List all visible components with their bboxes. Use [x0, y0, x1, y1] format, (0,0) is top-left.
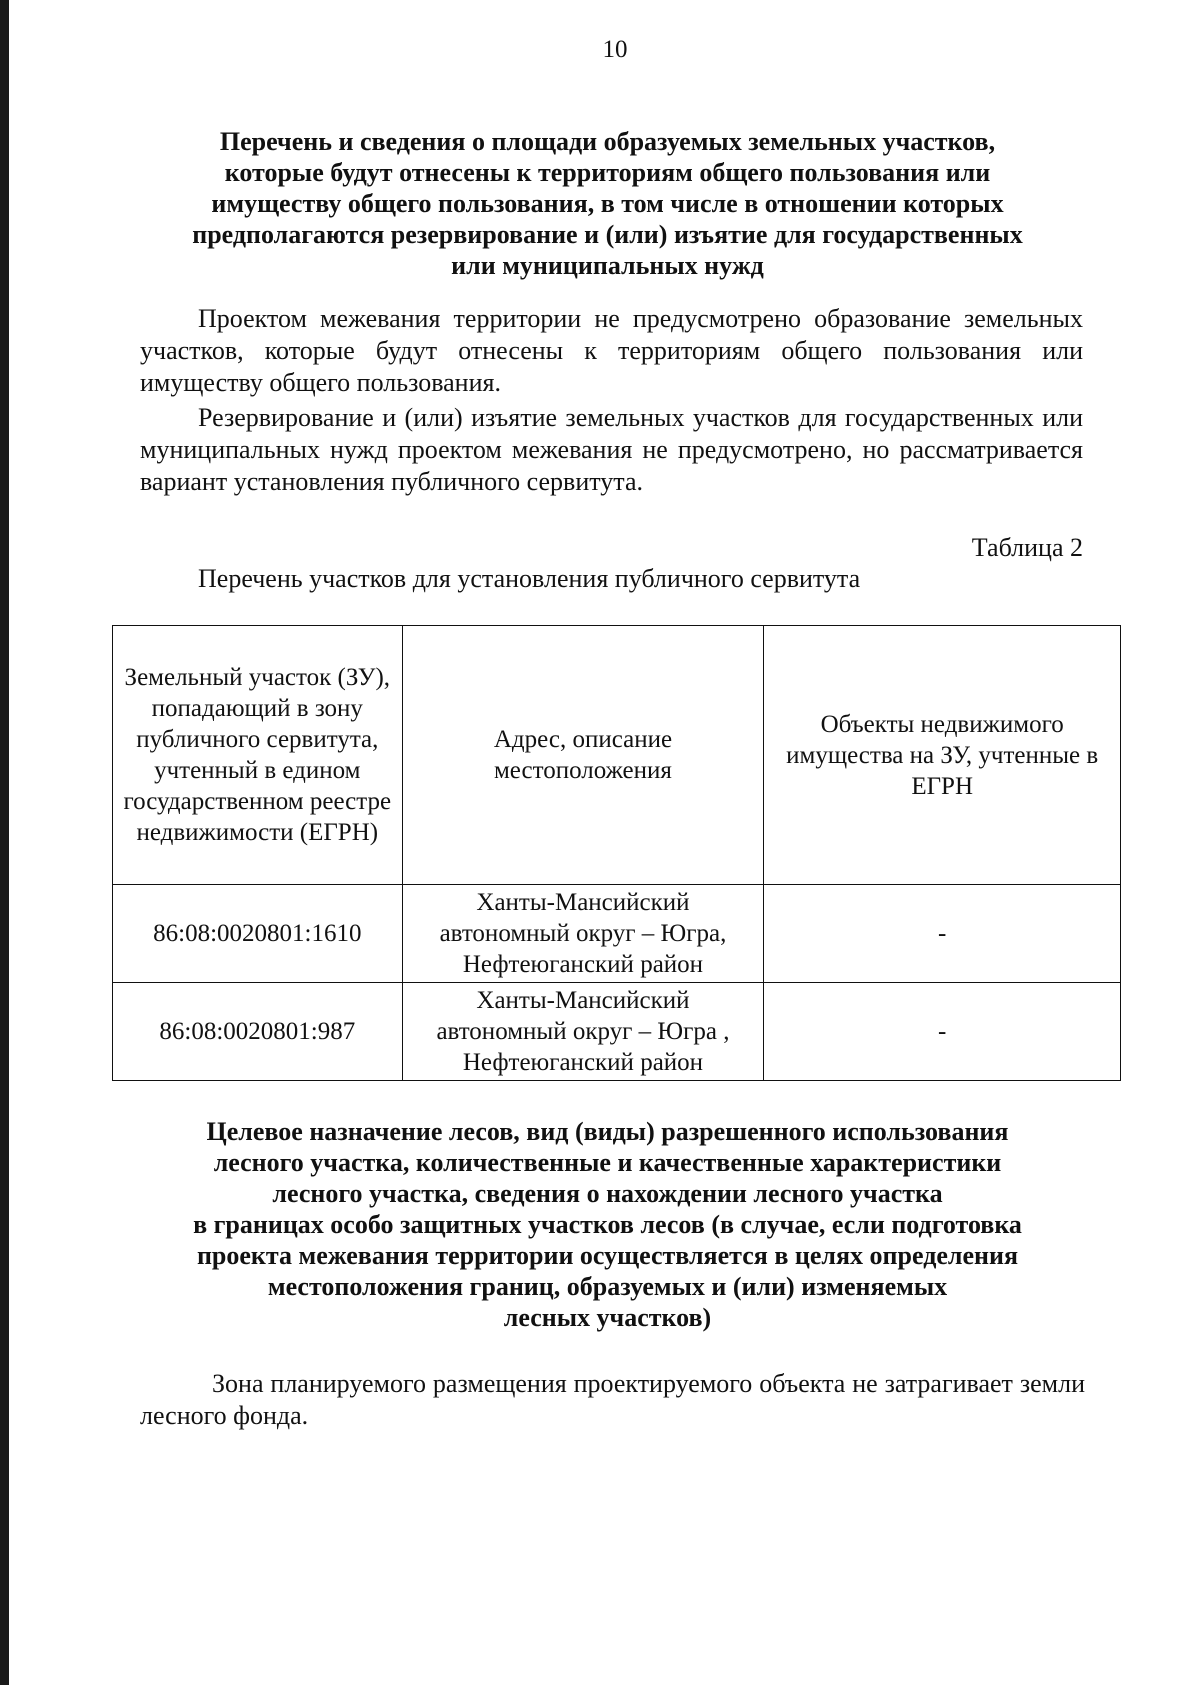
title-line: которые будут отнесены к территориям общего пользования или	[224, 158, 991, 187]
header-land-plot: Земельный участок (ЗУ), попадающий в зону публичного сервитута, учтенный в едином государственном реестре недвижимости (ЕГРН)	[113, 626, 403, 885]
table-header-row	[113, 626, 1121, 885]
title-line: в границах особо защитных участков лесов (в случае, если подготовка	[193, 1210, 1022, 1239]
table-label: Таблица 2	[971, 533, 1083, 562]
scan-edge	[0, 0, 9, 1685]
servitude-table	[112, 625, 1121, 1081]
table-row	[113, 885, 1121, 983]
table-caption: Перечень участков для установления публичного сервитута	[198, 564, 861, 593]
paragraph-no-public-plots: Проектом межевания территории не предусмотрено образование земельных участков, которые будут отнесены к территориям общего пользования или имуществу общего пользования.	[140, 304, 1083, 397]
section-title-land-plots	[140, 126, 1075, 281]
title-line: лесных участков)	[503, 1303, 712, 1332]
title-line: лесного участка, сведения о нахождении лесного участка	[272, 1179, 943, 1208]
cell-address: Ханты-Мансийский автономный округ – Югра, Нефтеюганский район	[402, 885, 764, 983]
header-address: Адрес, описание местоположения	[402, 626, 764, 885]
title-line: лесного участка, количественные и качественные характеристики	[213, 1148, 1002, 1177]
page-number: 10	[602, 36, 628, 63]
cell-cadastral-number: 86:08:0020801:987	[113, 983, 403, 1081]
cell-address: Ханты-Мансийский автономный округ – Югра , Нефтеюганский район	[402, 983, 764, 1081]
section-title-forests	[140, 1116, 1075, 1333]
title-line: Перечень и сведения о площади образуемых земельных участков,	[219, 127, 996, 156]
title-line: или муниципальных нужд	[451, 251, 764, 280]
paragraph-reservation: Резервирование и (или) изъятие земельных участков для государственных или муниципальных нужд проектом межевания не предусмотрено, но рассматривается вариант установления публичного сервитута.	[140, 403, 1083, 496]
title-line: имуществу общего пользования, в том числе в отношении которых	[211, 189, 1004, 218]
title-line: местоположения границ, образуемых и (или) изменяемых	[267, 1272, 948, 1301]
title-line: проекта межевания территории осуществляется в целях определения	[196, 1241, 1019, 1270]
title-line: Целевое назначение лесов, вид (виды) разрешенного использования	[206, 1117, 1009, 1146]
cell-cadastral-number: 86:08:0020801:1610	[113, 885, 403, 983]
cell-real-estate: -	[764, 983, 1121, 1081]
title-line: предполагаются резервирование и (или) изъятие для государственных	[192, 220, 1023, 249]
header-real-estate: Объекты недвижимого имущества на ЗУ, учтенные в ЕГРН	[764, 626, 1121, 885]
cell-real-estate: -	[764, 885, 1121, 983]
paragraph-forest-fund: Зона планируемого размещения проектируемого объекта не затрагивает земли лесного фонда.	[140, 1369, 1085, 1430]
table-row	[113, 983, 1121, 1081]
